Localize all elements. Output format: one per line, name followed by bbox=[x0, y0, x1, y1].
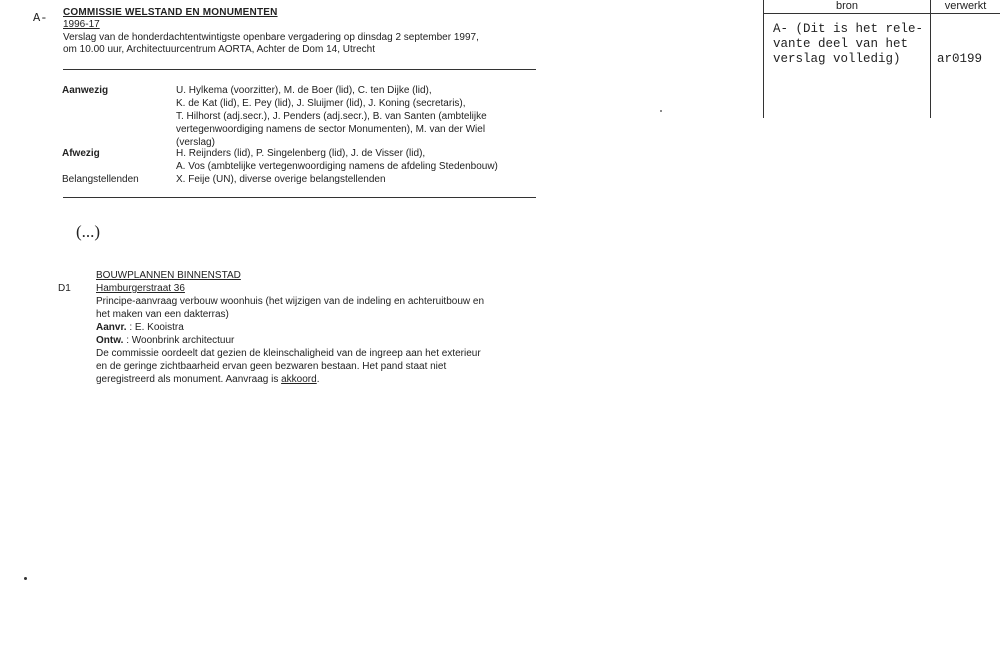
item-address: Hamburgerstraat 36 bbox=[96, 283, 185, 294]
request-line-1: Principe-aanvraag verbouw woonhuis (het wijzigen van de indeling en achteruitbouw en bbox=[96, 296, 485, 307]
intro-line-1: Verslag van de honderdachtentwintigste openbare vergadering op dinsdag 2 september 1997, bbox=[63, 32, 479, 43]
attendance-line: U. Hylkema (voorzitter), M. de Boer (lid), C. ten Dijke (lid), bbox=[176, 85, 432, 96]
designer-row bbox=[96, 334, 234, 347]
verdict-line-3 bbox=[96, 373, 319, 386]
designer-label: Ontw. bbox=[96, 335, 124, 346]
item-code: D1 bbox=[58, 283, 71, 294]
scan-speck bbox=[24, 577, 27, 580]
table-note-line: vante deel van het bbox=[773, 37, 909, 51]
table-header-processed: verwerkt bbox=[944, 0, 987, 12]
applicant-value: : E. Kooistra bbox=[129, 322, 184, 333]
verdict-word: akkoord bbox=[281, 374, 317, 385]
intro-line-2: om 10.00 uur, Architectuurcentrum AORTA, Achter de Dom 14, Utrecht bbox=[63, 44, 375, 55]
table-note bbox=[773, 22, 923, 67]
margin-mark: A- bbox=[33, 11, 48, 25]
divider-top bbox=[63, 69, 536, 70]
attendance-label-absent: Afwezig bbox=[62, 148, 100, 159]
designer-value: : Woonbrink architectuur bbox=[126, 335, 235, 346]
attendance-label-interested: Belangstellenden bbox=[62, 174, 139, 185]
attendance-line: A. Vos (ambtelijke vertegenwoordiging namens de afdeling Stedenbouw) bbox=[176, 161, 498, 172]
table-note-line: A- (Dit is het rele- bbox=[773, 22, 924, 36]
omission-ellipsis: (...) bbox=[76, 222, 101, 241]
request-line-2: het maken van een dakterras) bbox=[96, 309, 229, 320]
document-title: COMMISSIE WELSTAND EN MONUMENTEN bbox=[63, 7, 278, 18]
attendance-line: K. de Kat (lid), E. Pey (lid), J. Sluijmer (lid), J. Koning (secretaris), bbox=[176, 98, 466, 109]
attendance-interested-line: X. Feije (UN), diverse overige belangstellenden bbox=[176, 174, 386, 185]
attendance-label-present: Aanwezig bbox=[62, 85, 109, 96]
table-border-middle bbox=[930, 0, 931, 118]
table-note-line: verslag volledig) bbox=[773, 52, 901, 66]
table-header-rule bbox=[763, 13, 1000, 14]
table-header-source: bron bbox=[835, 0, 859, 12]
attendance-absent-list bbox=[176, 147, 498, 173]
verdict-prefix: geregistreerd als monument. Aanvraag is bbox=[96, 374, 282, 385]
table-border-left bbox=[763, 0, 764, 118]
verdict-line-1: De commissie oordeelt dat gezien de kleinschaligheid van de ingreep aan het exterieur bbox=[96, 348, 481, 359]
attendance-line: vertegenwoordiging namens de sector Monumenten), M. van der Wiel bbox=[176, 124, 486, 135]
applicant-row bbox=[96, 321, 184, 334]
applicant-label: Aanvr. bbox=[96, 322, 127, 333]
divider-bottom bbox=[63, 197, 536, 198]
attendance-present-list bbox=[176, 84, 487, 149]
section-heading: BOUWPLANNEN BINNENSTAD bbox=[96, 270, 241, 281]
attendance-line: H. Reijnders (lid), P. Singelenberg (lid), J. de Visser (lid), bbox=[176, 148, 426, 159]
year-reference: 1996-17 bbox=[63, 19, 100, 30]
scan-speck bbox=[660, 110, 662, 112]
table-archive-code: ar0199 bbox=[937, 52, 983, 66]
verdict-suffix: . bbox=[316, 374, 320, 385]
attendance-line: (verslag) bbox=[176, 137, 215, 148]
attendance-line: T. Hilhorst (adj.secr.), J. Penders (adj.secr.), B. van Santen (ambtelijke bbox=[176, 111, 487, 122]
verdict-line-2: en de geringe zichtbaarheid ervan geen bezwaren bestaan. Het pand staat niet bbox=[96, 361, 447, 372]
